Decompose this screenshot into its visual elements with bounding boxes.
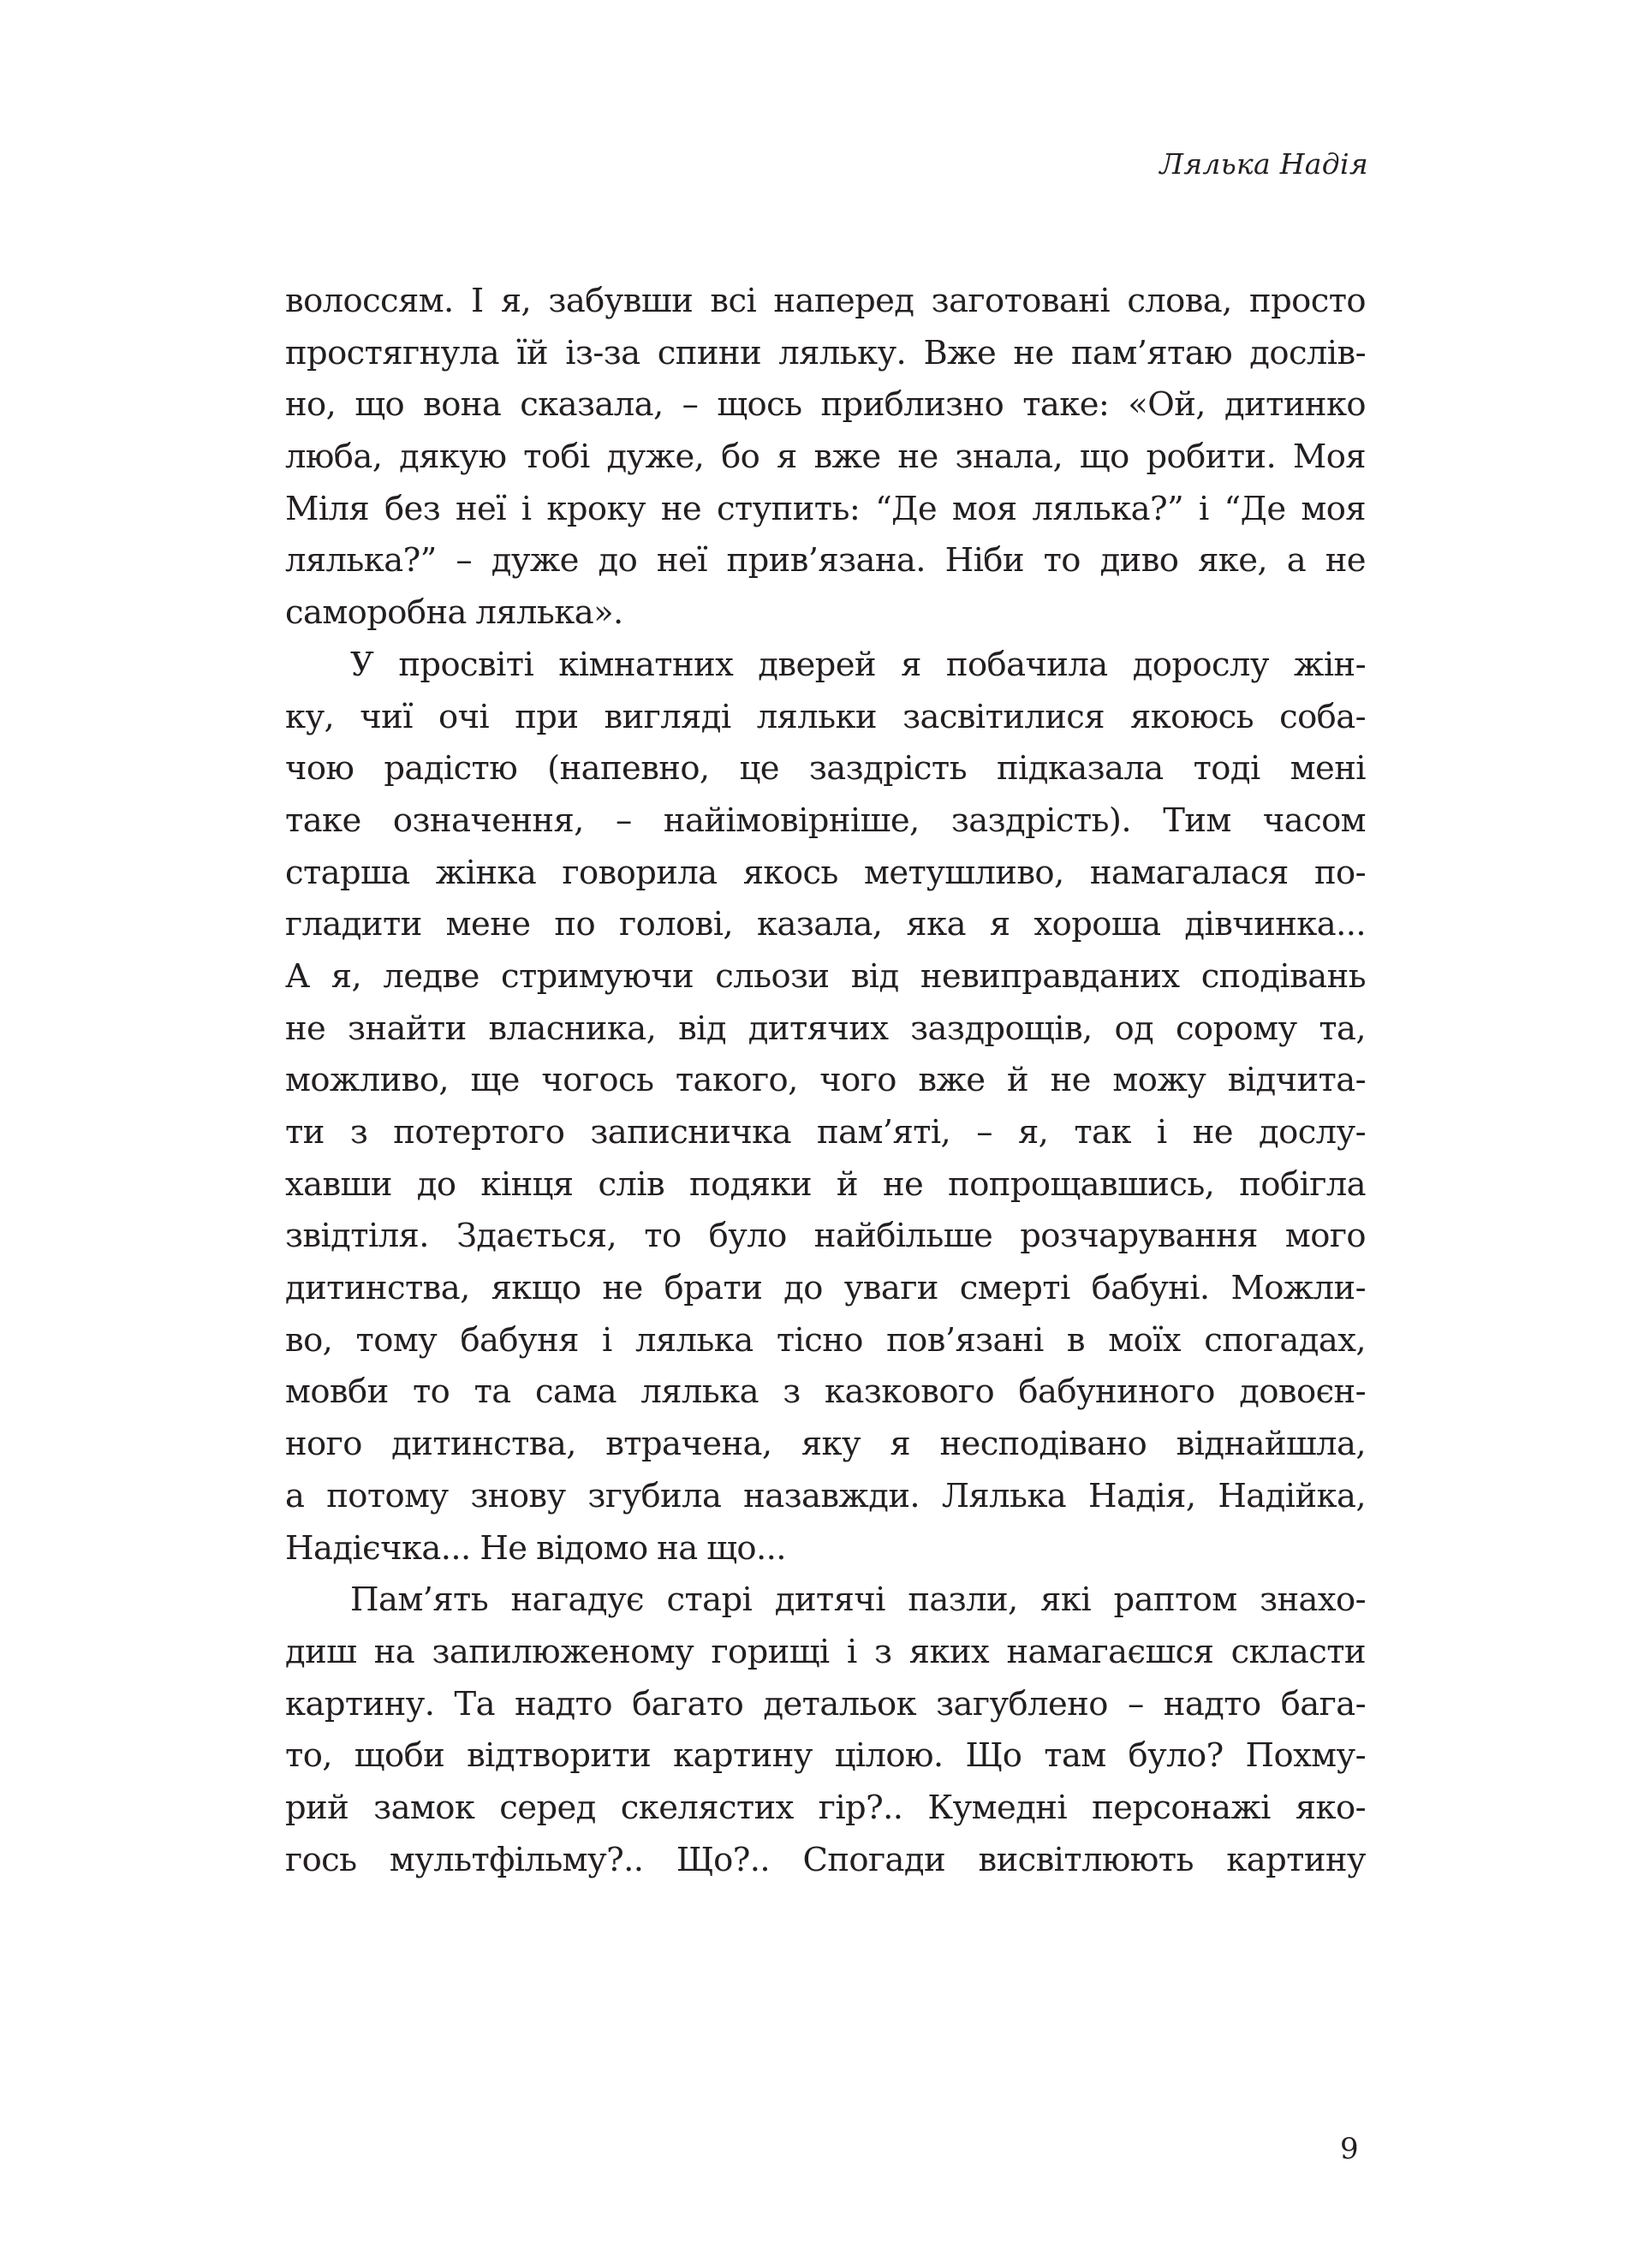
text-line: простягнула їй із-за спини ляльку. Вже не пам’ятаю дослів- — [285, 333, 1366, 372]
text-line: таке означення, – найімовірніше, заздрість). Тим часом — [285, 801, 1366, 840]
text-line: мовби то та сама лялька з казкового бабуниного довоєн- — [285, 1372, 1366, 1412]
text-line: Надієчка... Не відомо на що... — [285, 1528, 786, 1568]
text-line: дитинства, якщо не брати до уваги смерті бабуні. Можли- — [285, 1269, 1366, 1308]
text-line: но, що вона сказала, – щось приблизно таке: «Ой, дитинко — [285, 385, 1366, 425]
text-line: а потому знову згубила назавжди. Лялька Надія, Надійка, — [285, 1476, 1366, 1515]
text-line: звідтіля. Здається, то було найбільше розчарування мого — [285, 1217, 1366, 1256]
text-line: саморобна лялька». — [285, 593, 623, 633]
text-line: не знайти власника, від дитячих заздрощів, од сорому та, — [285, 1009, 1366, 1048]
text-line: гось мультфільму?.. Що?.. Спогади висвітлюють картину — [285, 1840, 1366, 1879]
text-line: то, щоби відтворити картину цілою. Що там було? Похму- — [285, 1736, 1366, 1776]
text-line: лялька?” – дуже до неї прив’язана. Ніби то диво яке, а не — [285, 541, 1366, 580]
text-line: ти з потертого записничка пам’яті, – я, так і не дослу- — [285, 1113, 1366, 1152]
text-line: можливо, ще чогось такого, чого вже й не можу відчита- — [285, 1061, 1366, 1100]
text-line: Пам’ять нагадує старі дитячі пазли, які раптом знахо- — [350, 1580, 1366, 1620]
text-line: волоссям. І я, забувши всі наперед заготовані слова, просто — [285, 282, 1366, 320]
text-line: гладити мене по голові, казала, яка я хороша дівчинка... — [285, 905, 1366, 944]
page-number: 9 — [1340, 2132, 1359, 2166]
running-header: Лялька Надія — [1159, 147, 1368, 181]
text-line: старша жінка говорила якось метушливо, намагалася по- — [285, 853, 1366, 892]
text-line: У просвіті кімнатних дверей я побачила дорослу жін- — [350, 645, 1366, 684]
text-line: чою радістю (напевно, це заздрість підказала тоді мені — [285, 749, 1366, 789]
text-line: ку, чиї очі при вигляді ляльки засвітилися якоюсь соба- — [285, 697, 1366, 736]
text-line: хавши до кінця слів подяки й не попрощавшись, побігла — [285, 1164, 1366, 1204]
body-text — [285, 276, 1366, 1886]
text-line: люба, дякую тобі дуже, бо я вже не знала, що робити. Моя — [285, 438, 1366, 477]
text-line: ного дитинства, втрачена, яку я несподівано віднайшла, — [285, 1425, 1366, 1464]
text-line: диш на запилюженому горищі і з яких намагаєшся скласти — [285, 1632, 1366, 1671]
text-line: рий замок серед скелястих гір?.. Кумедні персонажі яко- — [285, 1788, 1366, 1827]
text-line: А я, ледве стримуючи сльози від невиправданих сподівань — [285, 956, 1366, 996]
text-line: во, тому бабуня і лялька тісно пов’язані в моїх спогадах, — [285, 1320, 1366, 1360]
text-line: картину. Та надто багато детальок загублено – надто бага- — [285, 1684, 1366, 1723]
text-line: Міля без неї і кроку не ступить: “Де моя лялька?” і “Де моя — [285, 489, 1366, 528]
